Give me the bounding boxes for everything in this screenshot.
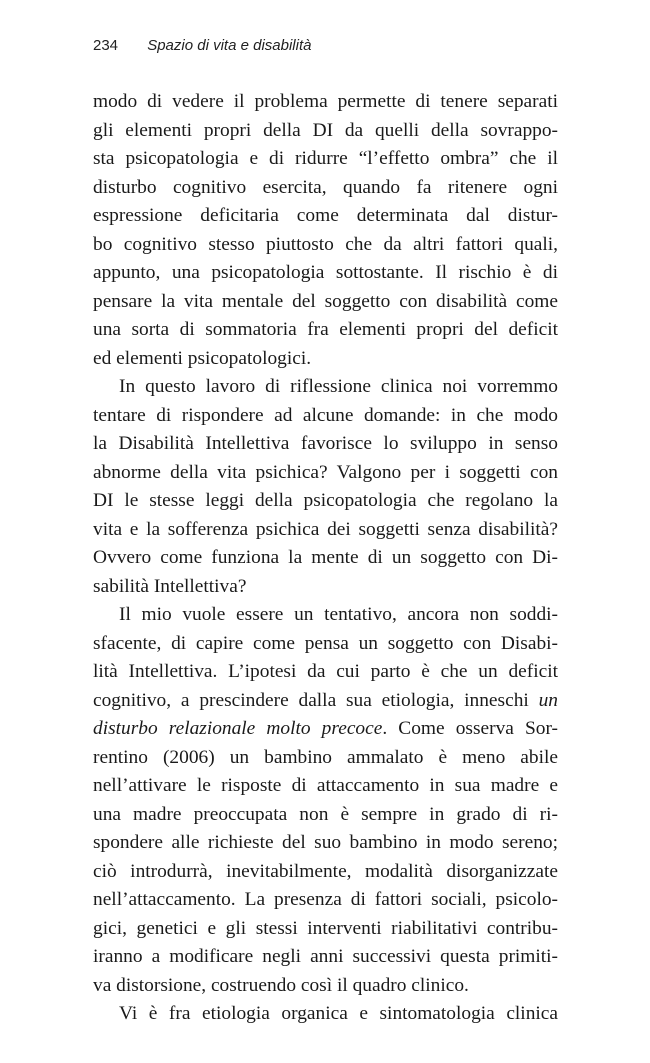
text-line: abnorme della vita psichica? Valgono per i soggetti con [93, 461, 558, 483]
text-line: appunto, una psicopatologia sottostante. Il rischio è di [93, 262, 558, 283]
running-head [93, 37, 311, 54]
text-segment: cognitivo, a prescindere dalla sua etiologia, inneschi [93, 689, 529, 711]
text-line: ed elementi psicopatologici. [93, 347, 312, 369]
text-line: modo di vedere il problema permette di tenere separati [93, 91, 558, 112]
text-line: rentino (2006) un bambino ammalato è meno abile [93, 746, 558, 768]
text-line: tentare di rispondere ad alcune domande: in che modo [93, 404, 558, 426]
text-line: nell’attivare le risposte di attaccamento in sua madre e [93, 775, 558, 796]
text-line: una madre preoccupata non è sempre in grado di ri- [93, 803, 558, 825]
text-segment: . Come osserva Sor- [382, 718, 558, 739]
italic-phrase: disturbo relazionale molto precoce [93, 718, 383, 739]
text-line: va distorsione, costruendo così il quadro clinico. [93, 974, 469, 996]
italic-phrase: un [538, 689, 558, 711]
text-line: Vi è fra etiologia organica e sintomatologia clinica [119, 1003, 558, 1024]
text-line: pensare la vita mentale del soggetto con disabilità come [93, 290, 558, 312]
text-line: sta psicopatologia e di ridurre “l’effetto ombra” che il [93, 148, 558, 169]
text-line: vita e la sofferenza psichica dei soggetti senza disabilità? [93, 518, 558, 540]
text-line: lità Intellettiva. L’ipotesi da cui parto è che un deficit [93, 661, 558, 682]
text-line: DI le stesse leggi della psicopatologia che regolano la [93, 490, 558, 511]
text-line: nell’attaccamento. La presenza di fattori sociali, psicolo- [93, 889, 558, 910]
text-line: bo cognitivo stesso piuttosto che da altri fattori quali, [93, 233, 558, 255]
text-line: Ovvero come funziona la mente di un soggetto con Di- [93, 547, 558, 568]
text-line: In questo lavoro di riflessione clinica noi vorremmo [119, 376, 558, 397]
text-line: Il mio vuole essere un tentativo, ancora non soddi- [119, 604, 558, 625]
text-line: gici, genetici e gli stessi interventi riabilitativi contribu- [93, 917, 558, 939]
text-line: la Disabilità Intellettiva favorisce lo sviluppo in senso [93, 433, 558, 454]
text-line: ciò introdurrà, inevitabilmente, modalità disorganizzate [93, 860, 558, 882]
text-line: una sorta di sommatoria fra elementi propri del deficit [93, 319, 558, 340]
text-line: espressione deficitaria come determinata dal distur- [93, 205, 558, 226]
text-line [93, 687, 558, 716]
text-line: sfacente, di capire come pensa un soggetto con Disabi- [93, 632, 558, 654]
page-number: 234 [93, 37, 119, 54]
text-line: gli elementi propri della DI da quelli della sovrappo- [93, 119, 558, 141]
body-text [93, 88, 558, 1029]
text-line: disturbo cognitivo esercita, quando fa ritenere ogni [93, 176, 558, 198]
text-line [93, 715, 558, 744]
text-line: sabilità Intellettiva? [93, 575, 247, 597]
text-line: iranno a modificare negli anni successivi questa primiti- [93, 946, 558, 967]
running-title: Spazio di vita e disabilità [147, 37, 312, 54]
text-line: spondere alle richieste del suo bambino in modo sereno; [93, 832, 558, 853]
